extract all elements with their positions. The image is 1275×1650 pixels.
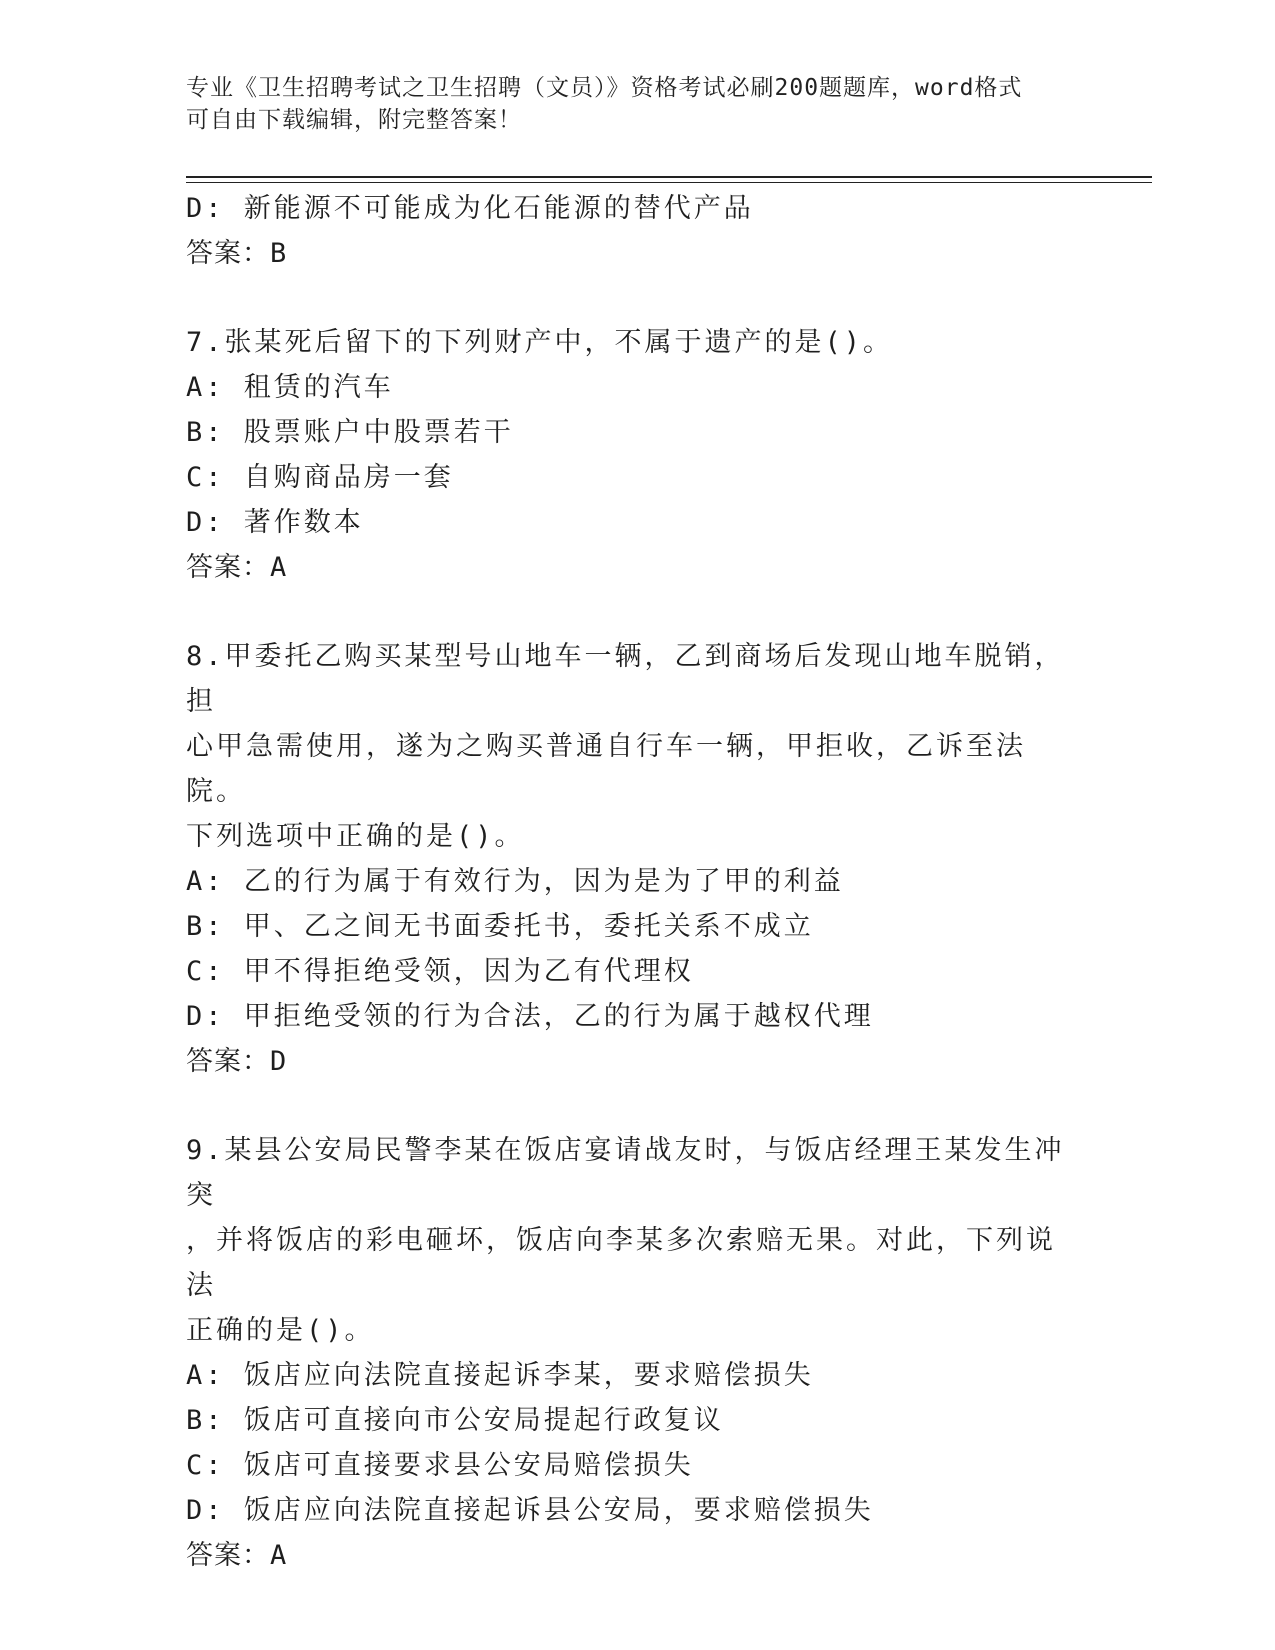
option-b: B: 股票账户中股票若干 [186, 417, 514, 448]
option-b: B: 饭店可直接向市公安局提起行政复议 [186, 1405, 724, 1436]
answer-line: 答案：A [186, 1540, 288, 1571]
question-stem-line: 9.某县公安局民警李某在饭店宴请战友时，与饭店经理王某发生冲突 [186, 1135, 1065, 1211]
option-a: A: 饭店应向法院直接起诉李某，要求赔偿损失 [186, 1360, 814, 1391]
question-list [186, 186, 1066, 1578]
option-d: D: 饭店应向法院直接起诉县公安局，要求赔偿损失 [186, 1495, 874, 1526]
document-header [186, 72, 1066, 136]
option-c: C: 饭店可直接要求县公安局赔偿损失 [186, 1450, 694, 1481]
header-divider-thin [186, 182, 1152, 183]
option-a: A: 乙的行为属于有效行为，因为是为了甲的利益 [186, 866, 844, 897]
option-d: D: 新能源不可能成为化石能源的替代产品 [186, 193, 754, 224]
option-d: D: 著作数本 [186, 507, 364, 538]
option-c: C: 自购商品房一套 [186, 462, 454, 493]
question-7 [186, 320, 1066, 590]
answer-line: 答案：A [186, 552, 288, 583]
header-divider-thick [186, 176, 1152, 178]
question-8 [186, 634, 1066, 1084]
header-line-1: 专业《卫生招聘考试之卫生招聘（文员）》资格考试必刷200题题库，word格式 [186, 75, 1023, 101]
question-stem-line: 正确的是()。 [186, 1315, 375, 1346]
question-stem-line: 心甲急需使用，遂为之购买普通自行车一辆，甲拒收，乙诉至法院。 [186, 731, 1026, 807]
question-stem-line: 下列选项中正确的是()。 [186, 821, 525, 852]
answer-line: 答案：D [186, 1046, 288, 1077]
question-stem-line: 8.甲委托乙购买某型号山地车一辆，乙到商场后发现山地车脱销，担 [186, 641, 1065, 717]
option-b: B: 甲、乙之间无书面委托书，委托关系不成立 [186, 911, 814, 942]
question-continued [186, 186, 1066, 276]
header-line-2: 可自由下载编辑，附完整答案！ [186, 107, 522, 133]
question-stem-line: 7.张某死后留下的下列财产中，不属于遗产的是()。 [186, 327, 894, 358]
question-stem-line: ，并将饭店的彩电砸坏，饭店向李某多次索赔无果。对此，下列说法 [186, 1225, 1056, 1301]
option-a: A: 租赁的汽车 [186, 372, 394, 403]
option-c: C: 甲不得拒绝受领，因为乙有代理权 [186, 956, 694, 987]
answer-line: 答案：B [186, 238, 288, 269]
option-d: D: 甲拒绝受领的行为合法，乙的行为属于越权代理 [186, 1001, 874, 1032]
question-9 [186, 1128, 1066, 1578]
